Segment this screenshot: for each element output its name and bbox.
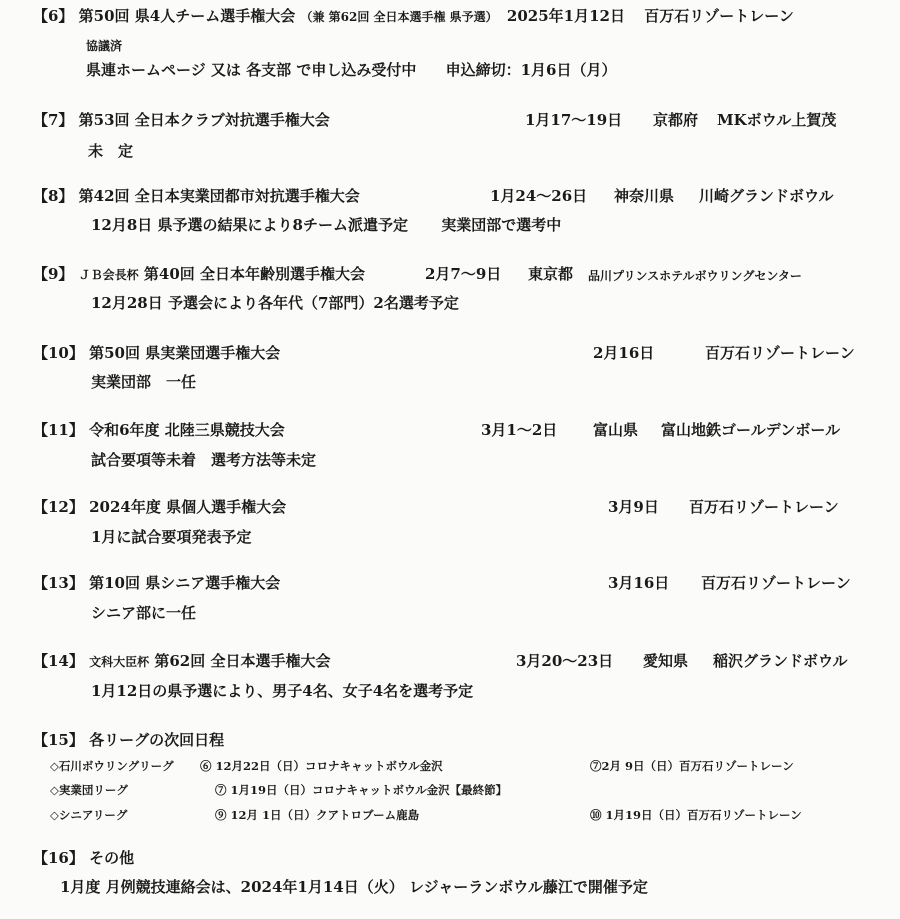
section-title: その他 — [89, 849, 135, 867]
item-number: 【7】 — [33, 111, 74, 129]
item-16-header — [33, 848, 134, 868]
item-8-header — [33, 186, 893, 206]
event-venue: MKボウル上賀茂 — [717, 111, 837, 129]
league-name: ◇シニアリーグ — [50, 808, 128, 822]
item-7-header — [33, 110, 893, 130]
event-venue: 富山地鉄ゴールデンボール — [661, 421, 841, 439]
item-number: 【10】 — [33, 344, 84, 362]
league-next-entry: ⑨ 12月 1日（日）クアトロブーム鹿島 — [215, 808, 420, 822]
event-venue: 百万石リゾートレーン — [705, 344, 855, 362]
item-14-note: 1月12日の県予選により、男子4名、女子4名を選考予定 — [91, 682, 474, 700]
event-date: 2025年1月12日 — [506, 7, 625, 25]
event-venue: 品川プリンスホテルボウリングセンター — [588, 269, 802, 283]
item-13-header — [33, 573, 893, 593]
item-number: 【6】 — [33, 7, 74, 25]
event-name: 第50回 県実業団選手権大会 — [89, 344, 281, 362]
event-place: 神奈川県 — [614, 187, 675, 205]
item-11-header — [33, 420, 893, 440]
item-9-note: 12月28日 予選会により各年代（7部門）2名選考予定 — [91, 294, 459, 312]
item-number: 【16】 — [33, 849, 84, 867]
item-6-note: 協議済 — [86, 39, 123, 53]
item-8-detail — [91, 215, 561, 235]
event-name: 2024年度 県個人選手権大会 — [89, 498, 287, 516]
event-venue: 川崎グランドボウル — [699, 187, 834, 205]
event-date: 3月9日 — [608, 498, 659, 516]
event-place: 東京都 — [528, 265, 574, 283]
event-date: 1月17〜19日 — [525, 111, 623, 129]
item-15-header — [33, 730, 224, 750]
event-name: 第62回 全日本選手権大会 — [154, 652, 331, 670]
league-following-entry: ⑩ 1月19日（日）百万石リゾートレーン — [590, 808, 802, 822]
event-date: 3月16日 — [608, 574, 670, 592]
item-12-header — [33, 497, 893, 517]
event-date: 3月1〜2日 — [481, 421, 558, 439]
league-next-entry: ⑦ 1月19日（日）コロナキャットボウル金沢【最終節】 — [215, 783, 508, 797]
event-venue: 百万石リゾートレーン — [701, 574, 851, 592]
item-6-detail — [86, 60, 617, 80]
selection-note: 12月8日 県予選の結果により8チーム派遣予定 — [91, 216, 408, 234]
event-place: 富山県 — [593, 421, 639, 439]
event-prefix: ＪＢ会長杯 — [78, 268, 139, 282]
event-name: 第40回 全日本年齢別選手権大会 — [143, 265, 366, 283]
item-number: 【8】 — [33, 187, 74, 205]
item-16-note: 1月度 月例競技連絡会は、2024年1月14日（火） レジャーランボウル藤江で開催予定 — [60, 878, 648, 896]
item-10-header — [33, 343, 893, 363]
event-name: 第10回 県シニア選手権大会 — [89, 574, 281, 592]
event-venue: 百万石リゾートレーン — [689, 498, 839, 516]
item-number: 【11】 — [33, 421, 84, 439]
event-name: 第53回 全日本クラブ対抗選手権大会 — [78, 111, 330, 129]
league-row — [50, 805, 890, 825]
item-number: 【9】 — [33, 265, 74, 283]
item-number: 【14】 — [33, 652, 84, 670]
league-name: ◇石川ボウリングリーグ — [50, 759, 174, 773]
section-title: 各リーグの次回日程 — [89, 731, 225, 749]
item-11-note: 試合要項等未着 選考方法等未定 — [91, 451, 317, 469]
event-place: 愛知県 — [643, 652, 689, 670]
league-next-entry: ⑥ 12月22日（日）コロナキャットボウル金沢 — [200, 759, 443, 773]
league-row — [50, 756, 890, 776]
event-date: 2月16日 — [593, 344, 655, 362]
event-venue: 百万石リゾートレーン — [644, 7, 794, 25]
event-venue: 稲沢グランドボウル — [713, 652, 848, 670]
item-14-header — [33, 651, 893, 672]
deadline: 申込締切：1月6日（月） — [445, 61, 617, 79]
event-name: 第42回 全日本実業団都市対抗選手権大会 — [78, 187, 360, 205]
item-number: 【12】 — [33, 498, 84, 516]
event-date: 3月20〜23日 — [516, 652, 614, 670]
item-7-note: 未 定 — [88, 142, 134, 160]
item-10-note: 実業団部 一任 — [91, 373, 197, 391]
item-number: 【15】 — [33, 731, 84, 749]
event-subtitle: （兼 第62回 全日本選手権 県予選） — [300, 10, 498, 24]
event-prefix: 文科大臣杯 — [89, 655, 150, 669]
event-name: 第50回 県4人チーム選手権大会 — [78, 7, 296, 25]
application-info: 県連ホームページ 又は 各支部 で申し込み受付中 — [86, 61, 417, 79]
item-number: 【13】 — [33, 574, 84, 592]
league-row — [50, 780, 890, 800]
item-12-note: 1月に試合要項発表予定 — [91, 528, 252, 546]
event-place: 京都府 — [653, 111, 699, 129]
selection-status: 実業団部で選考中 — [441, 216, 562, 234]
item-6-header — [33, 6, 794, 27]
league-name: ◇実業団リーグ — [50, 783, 128, 797]
event-date: 2月7〜9日 — [425, 265, 502, 283]
item-13-note: シニア部に一任 — [91, 604, 197, 622]
event-date: 1月24〜26日 — [490, 187, 588, 205]
event-name: 令和6年度 北陸三県競技大会 — [89, 421, 285, 439]
league-following-entry: ⑦2月 9日（日）百万石リゾートレーン — [590, 759, 794, 773]
item-9-header — [33, 264, 893, 285]
